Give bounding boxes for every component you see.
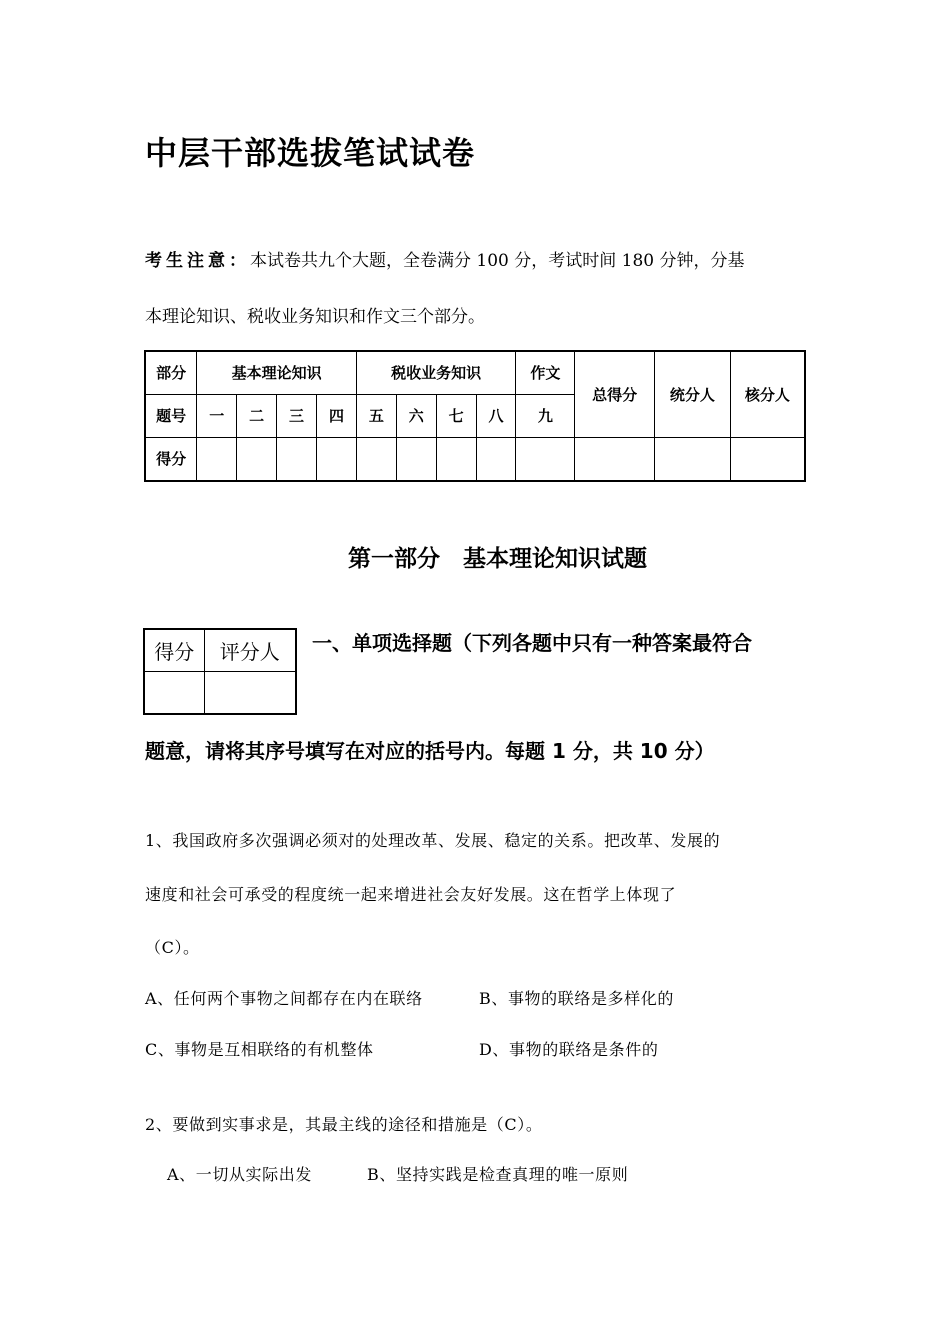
score-entry-cell[interactable]	[436, 437, 476, 481]
total-score-entry[interactable]	[575, 437, 655, 481]
score-entry-cell[interactable]	[396, 437, 436, 481]
tallier-header: 统分人	[654, 351, 730, 437]
score-table	[144, 350, 806, 482]
num-cell: 四	[317, 394, 357, 437]
num-cell: 一	[197, 394, 237, 437]
question-group-heading-1: 一、单项选择题（下列各题中只有一种答案最符合	[312, 631, 752, 655]
question-group-heading-2: 题意，请将其序号填写在对应的括号内。每题 1 分，共 10 分）	[145, 739, 715, 763]
num-cell: 八	[476, 394, 516, 437]
question-1-option-b: B、事物的联络是多样化的	[479, 989, 674, 1008]
score-entry-cell[interactable]	[356, 437, 396, 481]
part-essay: 作文	[516, 351, 575, 394]
row-part-label: 部分	[145, 351, 197, 394]
score-entry-cell[interactable]	[237, 437, 277, 481]
score-entry-cell[interactable]	[516, 437, 575, 481]
grader-table	[143, 628, 297, 715]
score-entry-cell[interactable]	[476, 437, 516, 481]
num-cell: 二	[237, 394, 277, 437]
question-2-line-1: 2、要做到实事求是，其最主线的途径和措施是（C）。	[145, 1115, 543, 1134]
grader-score-entry[interactable]	[144, 671, 204, 714]
checker-entry[interactable]	[730, 437, 805, 481]
score-entry-cell[interactable]	[197, 437, 237, 481]
tallier-entry[interactable]	[654, 437, 730, 481]
question-1-line-2: 速度和社会可承受的程度统一起来增进社会友好发展。这在哲学上体现了	[145, 885, 677, 904]
score-entry-cell[interactable]	[317, 437, 357, 481]
num-cell: 六	[396, 394, 436, 437]
total-score-header: 总得分	[575, 351, 655, 437]
question-2-option-a: A、一切从实际出发	[167, 1165, 312, 1184]
question-2-option-b: B、坚持实践是检查真理的唯一原则	[367, 1165, 629, 1184]
row-num-label: 题号	[145, 394, 197, 437]
notice-text-2: 本理论知识、税收业务知识和作文三个部分。	[145, 307, 485, 327]
num-cell: 七	[436, 394, 476, 437]
grader-name-label: 评分人	[204, 629, 296, 671]
question-1-line-1: 1、我国政府多次强调必须对的处理改革、发展、稳定的关系。把改革、发展的	[145, 831, 721, 850]
question-1-option-c: C、事物是互相联络的有机整体	[145, 1040, 374, 1059]
part-basic: 基本理论知识	[197, 351, 357, 394]
grader-score-label: 得分	[144, 629, 204, 671]
notice-text-1: 本试卷共九个大题，全卷满分 100 分，考试时间 180 分钟，分基	[250, 251, 745, 271]
checker-header: 核分人	[730, 351, 805, 437]
row-score-label: 得分	[145, 437, 197, 481]
question-1-option-d: D、事物的联络是条件的	[479, 1040, 659, 1059]
section-title: 第一部分 基本理论知识试题	[348, 546, 647, 572]
question-1-option-a: A、任何两个事物之间都存在内在联络	[145, 989, 423, 1008]
notice-label: 考生注意：	[145, 251, 250, 271]
grader-name-entry[interactable]	[204, 671, 296, 714]
num-cell: 五	[356, 394, 396, 437]
score-entry-cell[interactable]	[277, 437, 317, 481]
question-1-answer: （C）。	[145, 938, 200, 957]
num-cell: 三	[277, 394, 317, 437]
notice-line-1	[145, 246, 745, 271]
part-tax: 税收业务知识	[356, 351, 516, 394]
num-cell: 九	[516, 394, 575, 437]
page-title: 中层干部选拔笔试试卷	[145, 134, 476, 172]
